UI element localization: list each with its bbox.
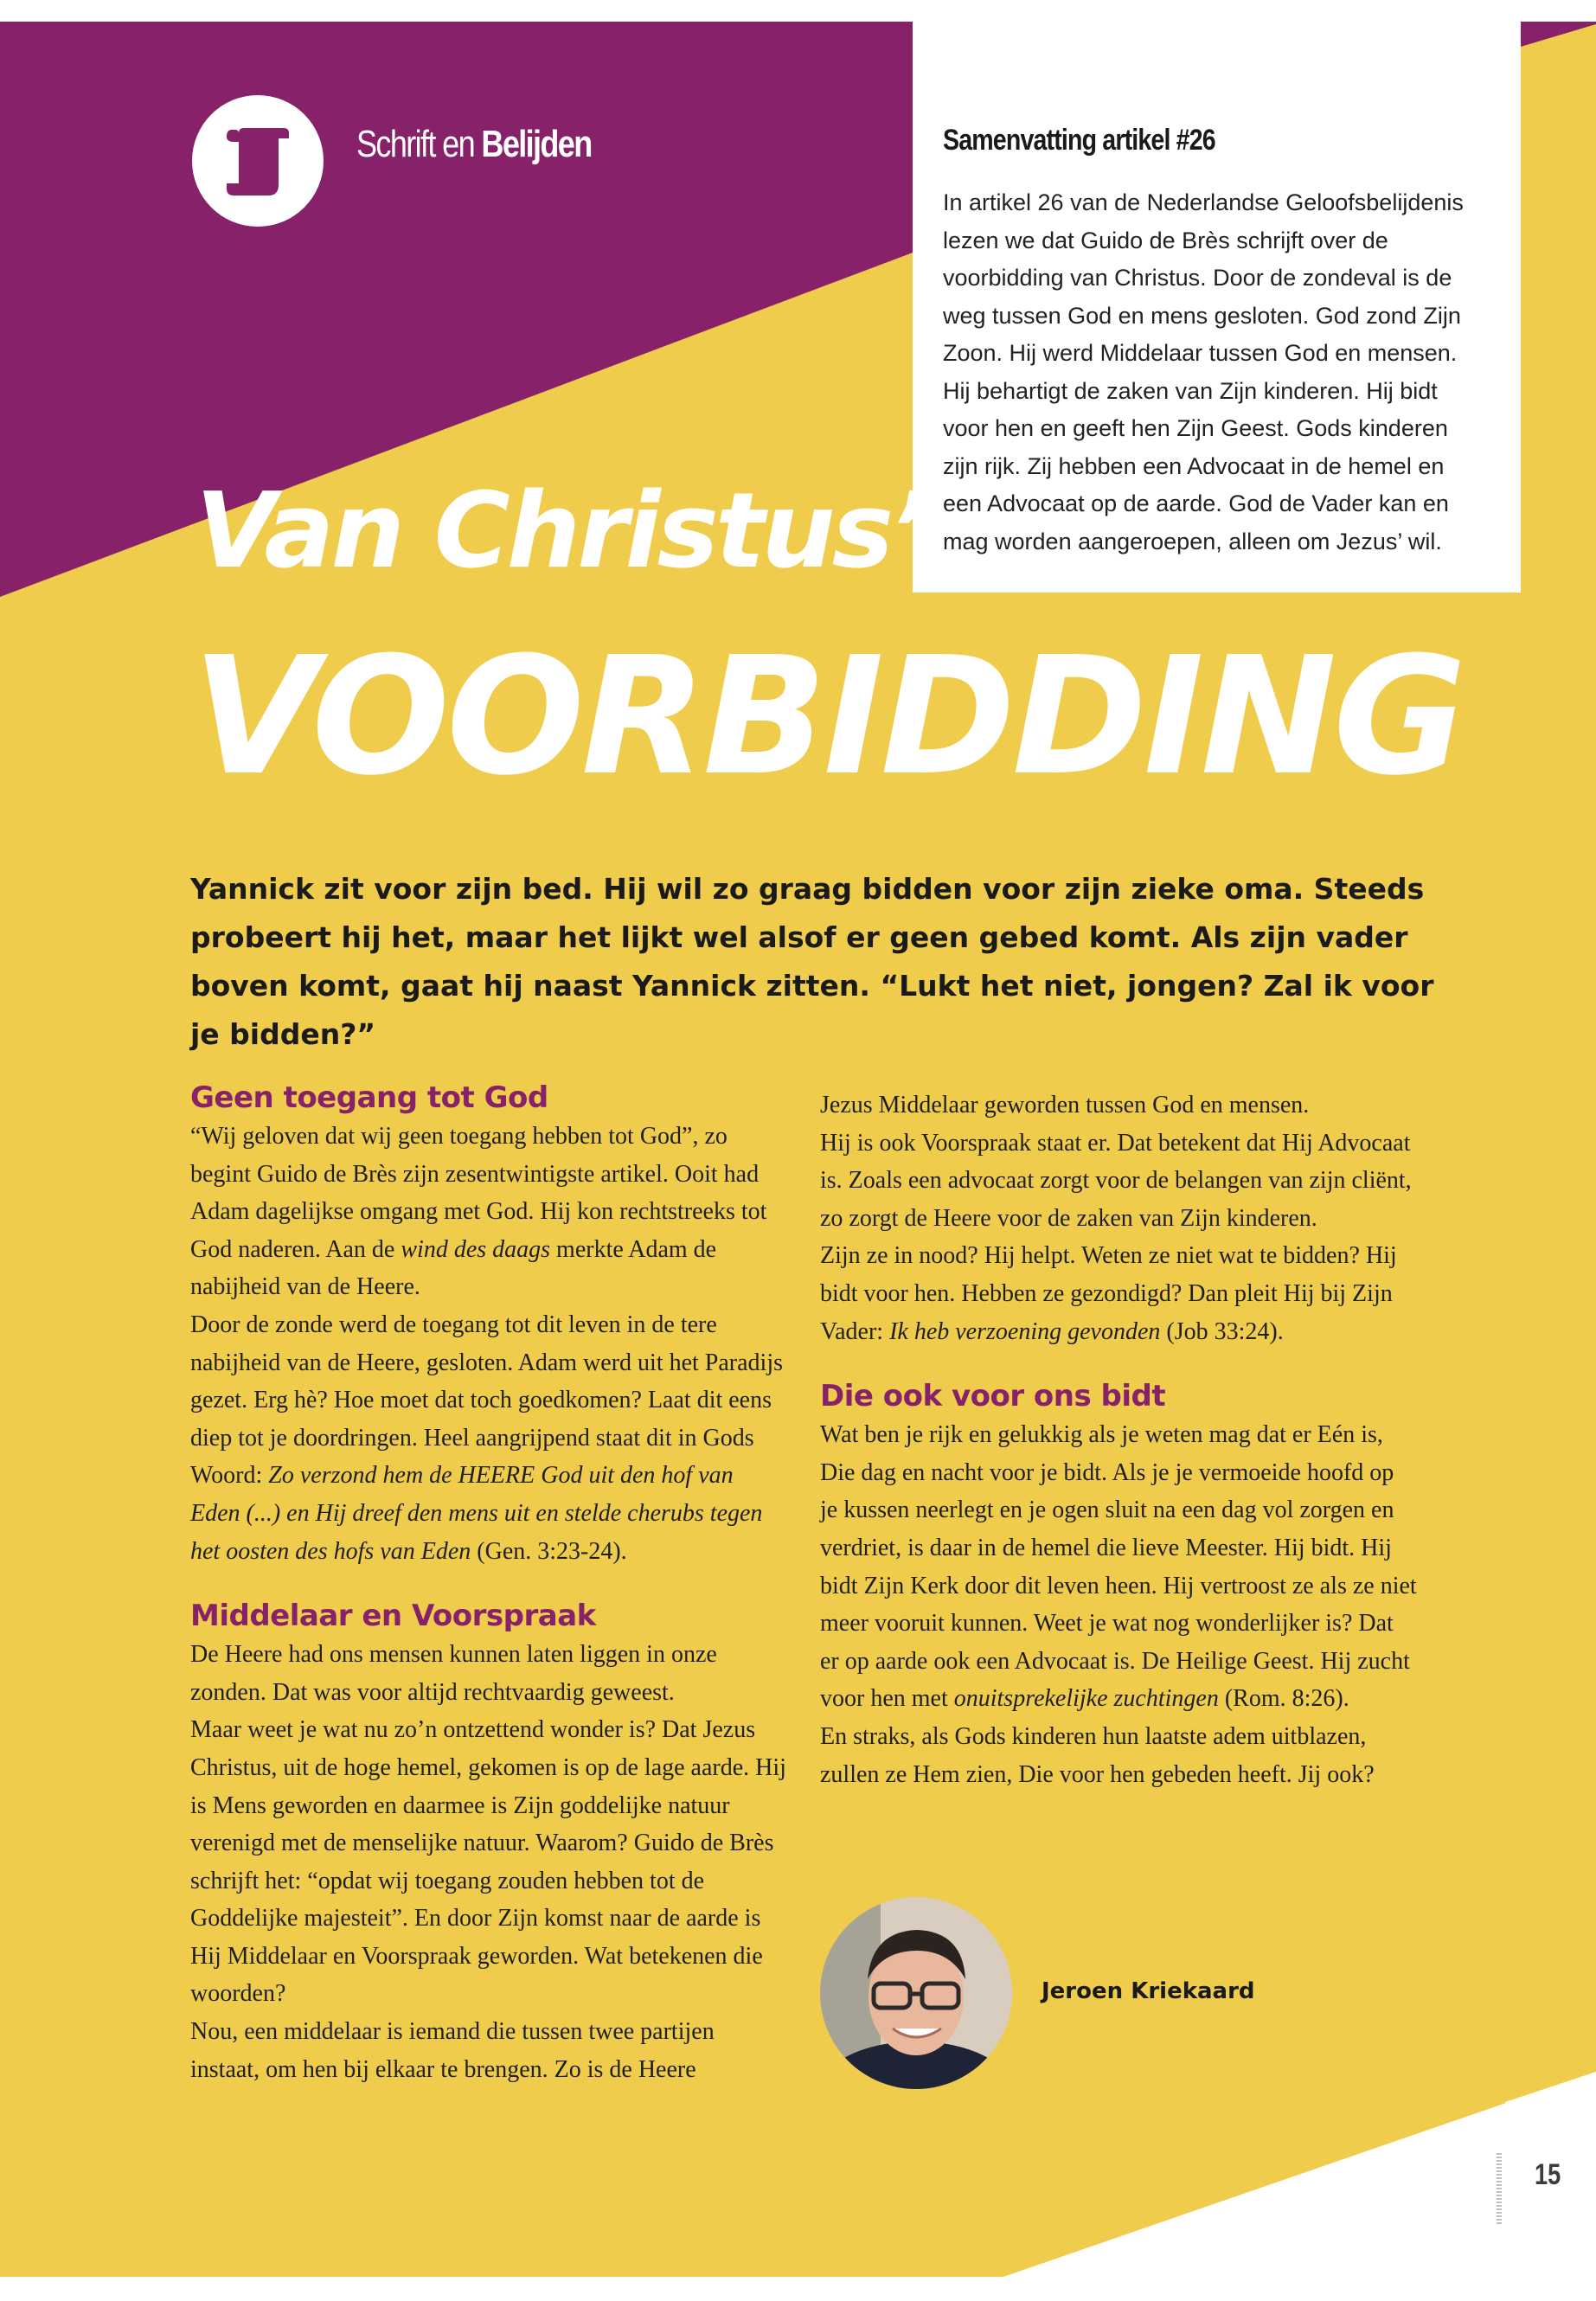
paragraph — [190, 1306, 787, 1570]
heading-geen-toegang: Geen toegang tot God — [190, 1080, 548, 1115]
article-column-left — [190, 1078, 787, 2088]
author-photo — [820, 1897, 1012, 2089]
section-label — [356, 123, 592, 166]
paragraph — [820, 1237, 1417, 1350]
summary-title: Samenvatting artikel #26 — [943, 124, 1215, 157]
page-number: 15 — [1535, 2158, 1561, 2191]
paragraph: En straks, als Gods kinderen hun laatste adem uitblazen, zullen ze Hem zien, Die voor hen gebeden heeft. Jij ook? — [820, 1722, 1375, 1788]
paragraph-text: (Rom. 8:26). — [1218, 1685, 1349, 1713]
section-badge — [192, 95, 324, 227]
paragraph-text: (Gen. 3:23-24). — [471, 1537, 627, 1565]
article-column-right — [820, 1086, 1417, 1793]
paragraph-text: Wat ben je rijk en gelukkig als je weten mag dat er Eén is, Die dag en nacht voor je bidt. Als je je vermoeide hoofd op je kussen neerlegt en je ogen sluit na een dag vol zorgen en verdriet, is daar in de hemel die lieve Meester. Hij bidt. Hij bidt Zijn Kerk door dit leven heen. Hij vertroost ze als ze niet meer vooruit kunnen. Weet je wat nog wonderlijker is? Dat er op aarde ook een Advocaat is. De Heilige Geest. Hij zucht voor hen met — [820, 1421, 1417, 1713]
paragraph-text: Zijn ze in nood? Hij helpt. Weten ze niet wat te bidden? Hij bidt voor hen. Hebben ze gezondigd? Dan pleit Hij bij Zijn Vader: — [820, 1242, 1397, 1345]
paragraph — [820, 1416, 1417, 1718]
paragraph-text: merkte Adam de nabijheid van de Heere. — [190, 1235, 717, 1301]
paragraph: De Heere had ons mensen kunnen laten liggen in onze zonden. Dat was voor altijd rechtvaardig geweest. — [190, 1641, 717, 1706]
headline-line-2: VOORBIDDING — [192, 622, 1464, 811]
portrait-illustration — [820, 1897, 1012, 2089]
quote-emphasis: Ik heb verzoening gevonden — [889, 1317, 1161, 1345]
section-label-light: Schrift en — [356, 123, 475, 165]
lead-paragraph: Yannick zit voor zijn bed. Hij wil zo graag bidden voor zijn zieke oma. Steeds probeert hij het, maar het lijkt wel alsof er geen gebed komt. Als zijn vader boven komt, gaat hij naast Yannick zitten. “Lukt het niet, jongen? Zal ik voor je bidden?” — [190, 872, 1434, 1051]
heading-die-ook-bidt: Die ook voor ons bidt — [820, 1379, 1166, 1414]
quote-emphasis: onuitsprekelijke zuchtingen — [953, 1685, 1219, 1713]
paragraph-text: Door de zonde werd de toegang tot dit leven in de tere nabijheid van de Heere, gesloten. Adam werd uit het Paradijs gezet. Erg hè? Hoe moet dat toch goedkomen? Laat dit eens diep tot je doordringen. Heel aangrijpend staat dit in Gods Woord: — [190, 1311, 784, 1490]
quote-emphasis: Zo verzond hem de HEERE God uit den hof van Eden (...) en Hij dreef den mens uit en stelde cherubs tegen het oosten des hofs van Eden — [190, 1462, 763, 1565]
author-name: Jeroen Kriekaard — [1042, 1978, 1255, 2004]
heading-middelaar: Middelaar en Voorspraak — [190, 1599, 596, 1634]
headline-line-1: Van Christus’ — [195, 471, 926, 592]
section-label-bold: Belijden — [481, 123, 592, 165]
quote-emphasis: wind des daags — [401, 1235, 551, 1263]
scroll-icon — [223, 121, 294, 201]
paragraph: Jezus Middelaar geworden tussen God en mensen. — [820, 1092, 1310, 1118]
paragraph-text: (Job 33:24). — [1160, 1317, 1284, 1345]
summary-text: In artikel 26 van de Nederlandse Geloofsbelijdenis lezen we dat Guido de Brès schrijft over de voorbidding van Christus. Door de zondeval is de weg tussen God en mens gesloten. God zond Zijn Zoon. Hij werd Middelaar tussen God en mensen. Hij behartigt de zaken van Zijn kinderen. Hij bidt voor hen en geeft hen Zijn Geest. Gods kinderen zijn rijk. Zij hebben een Advocaat in de hemel en een Advocaat op de aarde. God de Vader kan en mag worden aangeroepen, alleen om Jezus’ wil. — [943, 189, 1464, 554]
paragraph: Nou, een middelaar is iemand die tussen twee partijen instaat, om hen bij elkaar te brengen. Zo is de Heere — [190, 2018, 715, 2083]
paragraph-text: “Wij geloven dat wij geen toegang hebben tot God”, zo begint Guido de Brès zijn zesentwintigste artikel. Ooit had Adam dagelijkse omgang met God. Hij kon rechtstreeks tot God naderen. Aan de — [190, 1123, 767, 1263]
page-number-rule — [1497, 2153, 1502, 2226]
paragraph — [190, 1118, 787, 1306]
paragraph: Maar weet je wat nu zo’n ontzettend wonder is? Dat Jezus Christus, uit de hoge hemel, gekomen is op de lage aarde. Hij is Mens geworden en daarmee is Zijn goddelijke natuur verenigd met de menselijke natuur. Waarom? Guido de Brès schrijft het: “opdat wij toegang zouden hebben tot de Goddelijke majesteit”. En door Zijn komst naar de aarde is Hij Middelaar en Voorspraak geworden. Wat betekenen die woorden? — [190, 1716, 786, 2008]
paragraph: Hij is ook Voorspraak staat er. Dat betekent dat Hij Advocaat is. Zoals een advocaat zorgt voor de belangen van zijn cliënt, zo zorgt de Heere voor de zaken van Zijn kinderen. — [820, 1129, 1412, 1232]
summary-box — [913, 22, 1521, 593]
